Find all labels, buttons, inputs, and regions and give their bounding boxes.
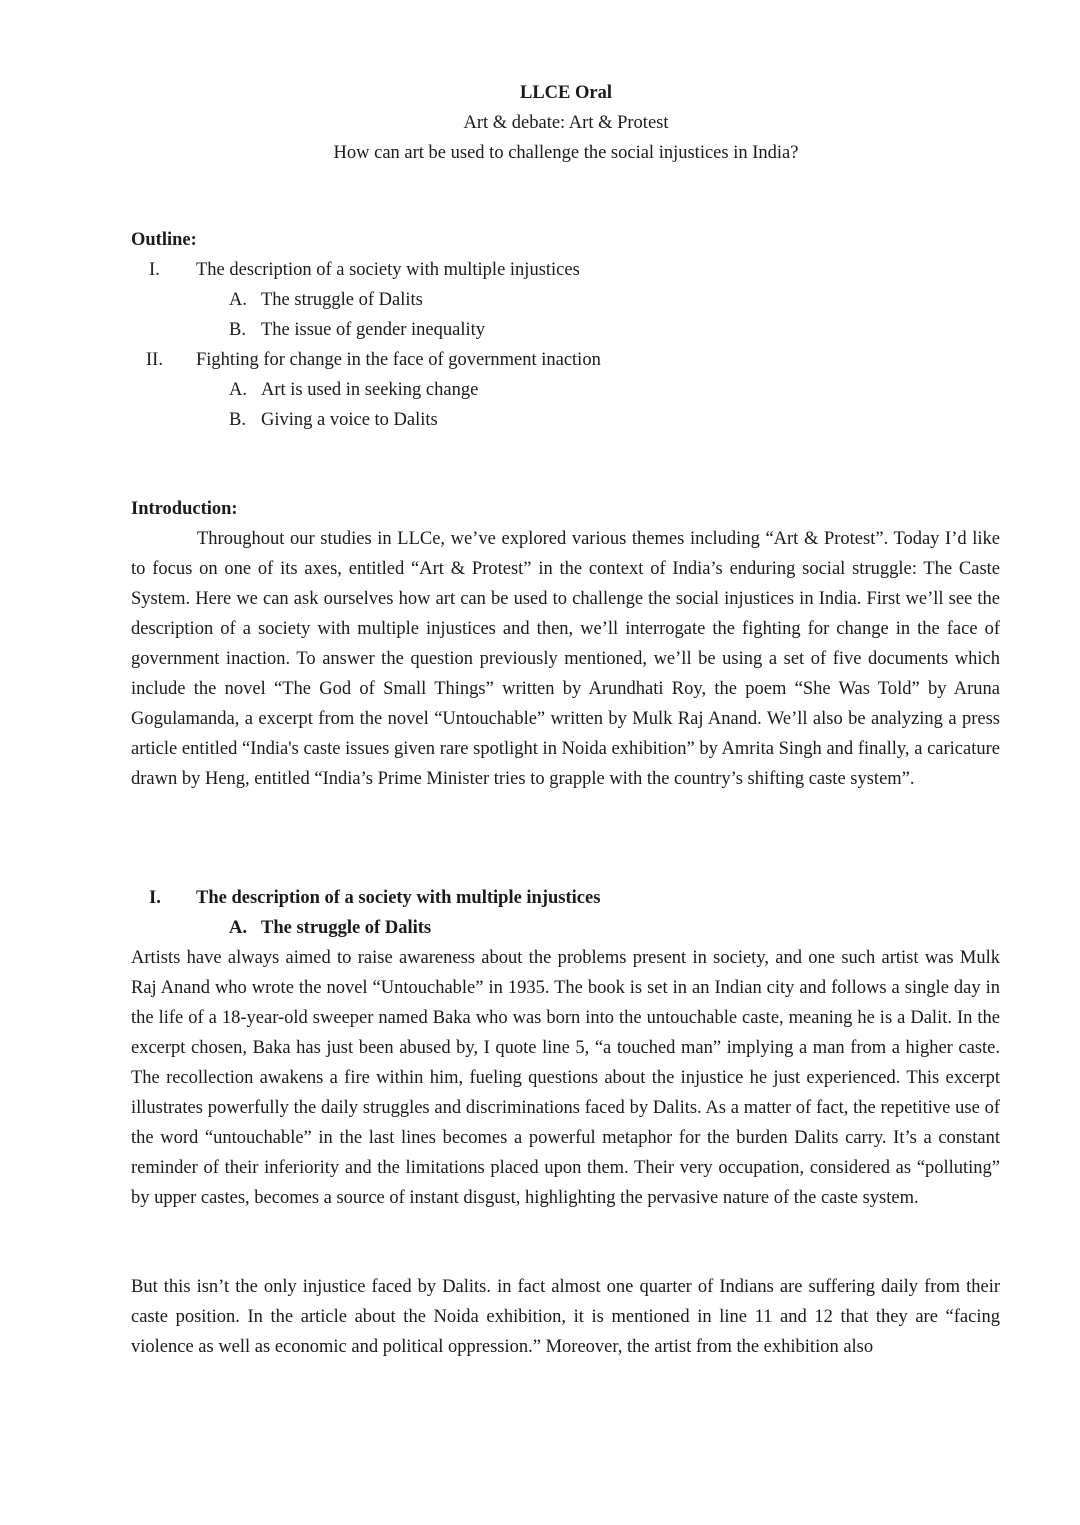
introduction-paragraph bbox=[131, 524, 1000, 794]
outline-item-title: The description of a society with multiple injustices bbox=[196, 260, 580, 280]
subpart-letter: A. bbox=[229, 918, 247, 938]
outline-numeral: I. bbox=[149, 260, 160, 280]
body-paragraph-1: Artists have always aimed to raise awareness about the problems present in society, and one such artist was Mulk Raj Anand who wrote the novel “Untouchable” in 1935. The book is set in an Indian city and follows a single day in the life of a 18-year-old sweeper named Baka who was born into the untouchable caste, meaning he is a Dalit. In the excerpt chosen, Baka has just been abused by, I quote line 5, “a touched man” implying a man from a higher caste. The recollection awakens a fire within him, fueling questions about the injustice he just experienced. This excerpt illustrates powerfully the daily struggles and discriminations faced by Dalits. As a matter of fact, the repetitive use of the word “untouchable” in the last lines becomes a powerful metaphor for the burden Dalits carry. It’s a constant reminder of their inferiority and the limitations placed upon them. Their very occupation, considered as “polluting” by upper castes, becomes a source of instant disgust, highlighting the pervasive nature of the caste system. bbox=[131, 948, 1000, 1208]
outline-sub-text: The struggle of Dalits bbox=[261, 290, 423, 310]
subpart-heading bbox=[229, 913, 431, 943]
introduction-label: Introduction: bbox=[131, 499, 238, 519]
outline-sub-text: The issue of gender inequality bbox=[261, 320, 485, 340]
outline-item-title: Fighting for change in the face of government inaction bbox=[196, 350, 601, 370]
outline-label: Outline: bbox=[131, 230, 197, 250]
document-subtitle: Art & debate: Art & Protest bbox=[463, 113, 669, 133]
outline-sub-letter: B. bbox=[229, 410, 246, 430]
document-question: How can art be used to challenge the social injustices in India? bbox=[333, 143, 799, 163]
outline-sub-letter: B. bbox=[229, 320, 246, 340]
outline-subitem bbox=[229, 285, 423, 315]
document-header bbox=[0, 78, 1080, 168]
outline-subitem bbox=[229, 405, 438, 435]
document-title: LLCE Oral bbox=[520, 83, 612, 103]
outline-numeral: II. bbox=[146, 350, 163, 370]
part-numeral: I. bbox=[149, 888, 161, 908]
part-title: The description of a society with multiple injustices bbox=[196, 888, 601, 908]
body-paragraph-2: But this isn’t the only injustice faced by Dalits. in fact almost one quarter of Indians are suffering daily from their caste position. In the article about the Noida exhibition, it is mentioned in line 11 and 12 that they are “facing violence as well as economic and political oppression.” Moreover, the artist from the exhibition also bbox=[131, 1277, 1000, 1357]
outline-subitem bbox=[229, 315, 485, 345]
outline-subitem bbox=[229, 375, 478, 405]
introduction-text: Throughout our studies in LLCe, we’ve explored various themes including “Art & Protest”. Today I’d like to focus on one of its axes, entitled “Art & Protest” in the context of India’s enduring social struggle: The Caste System. Here we can ask ourselves how art can be used to challenge the social injustices in India. First we’ll see the description of a society with multiple injustices and then, we’ll interrogate the fighting for change in the face of government inaction. To answer the question previously mentioned, we’ll be using a set of five documents which include the novel “The God of Small Things” written by Arundhati Roy, the poem “She Was Told” by Aruna Gogulamanda, a excerpt from the novel “Untouchable” written by Mulk Raj Anand. We’ll also be analyzing a press article entitled “India's caste issues given rare spotlight in Noida exhibition” by Amrita Singh and finally, a caricature drawn by Heng, entitled “India’s Prime Minister tries to grapple with the country’s shifting caste system”. bbox=[131, 529, 1000, 789]
outline-sub-text: Giving a voice to Dalits bbox=[261, 410, 438, 430]
outline-sub-letter: A. bbox=[229, 290, 247, 310]
outline-sub-letter: A. bbox=[229, 380, 247, 400]
outline-sub-text: Art is used in seeking change bbox=[261, 380, 479, 400]
subpart-title: The struggle of Dalits bbox=[261, 918, 432, 938]
